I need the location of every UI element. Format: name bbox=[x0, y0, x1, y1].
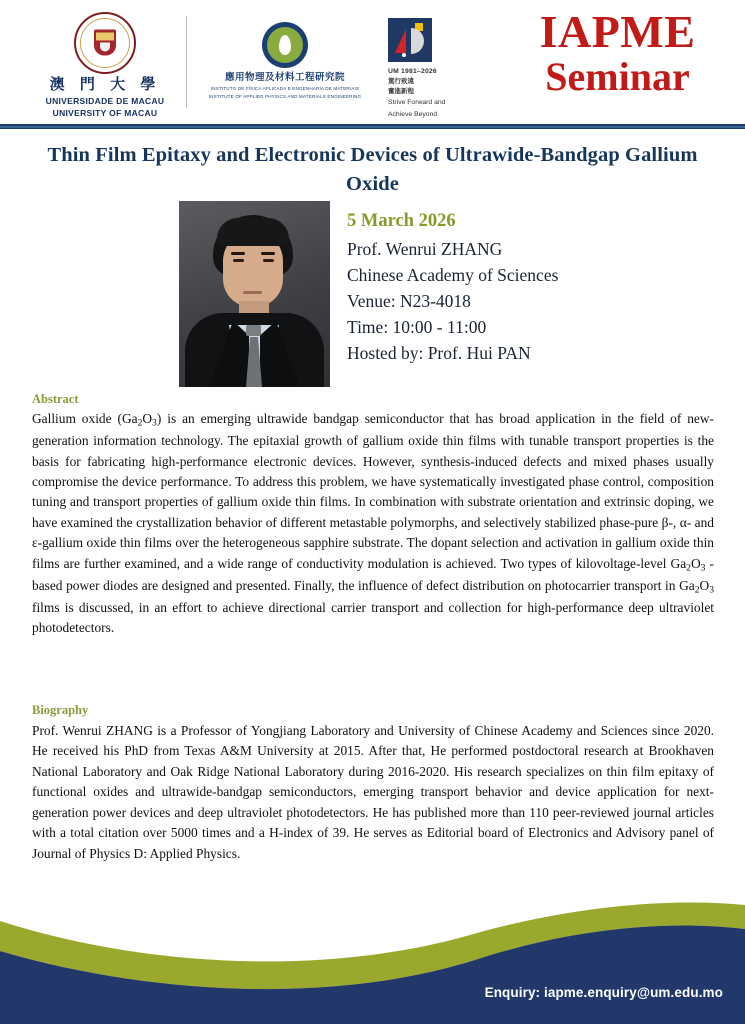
seminar-date: 5 March 2026 bbox=[347, 211, 456, 231]
seminar-host: Hosted by: Prof. Hui PAN bbox=[347, 342, 531, 363]
wordmark-line-seminar: Seminar bbox=[545, 54, 690, 100]
um-crest-icon bbox=[74, 12, 136, 74]
anniversary-years: UM 1981–2026 bbox=[388, 68, 437, 75]
poster-header bbox=[0, 0, 745, 126]
iapme-logo-english: INSTITUTE OF APPLIED PHYSICS AND MATERIALS ENGINEERING bbox=[208, 94, 362, 100]
um-logo-portuguese: UNIVERSIDADE DE MACAU bbox=[45, 95, 165, 106]
university-of-macau-logo bbox=[30, 12, 180, 119]
seminar-time: Time: 10:00 - 11:00 bbox=[347, 317, 487, 338]
um-anniversary-logo bbox=[388, 18, 498, 120]
anniversary-slogan-en-1: Strive Forward and bbox=[388, 99, 446, 107]
abstract-heading: Abstract bbox=[32, 392, 79, 406]
seminar-venue: Venue: N23-4018 bbox=[347, 291, 471, 312]
abstract-text: Gallium oxide $(Ga_2O_3)$ is an emerging ultrawide bandgap semiconductor that has broad application in the field of new-generation information technology. The epitaxial growth of gallium oxide thin films with tunable transport properties is the basis for fabricating high-performance electronic devices. However, synthesis-induced defects and mixed phases usually compromise the device performance. To address this problem, we have systematically investigated phase control, composition tuning and transport properties of gallium oxide thin films. In combination with substrate orientation and extrinsic doping, we have examined the crystallization behavior of different metastable polymorphs, and selectively stabilized phase-pure β-, α- and ε-gallium oxide thin films over the heterogeneous sapphire substrate. The dopant selection and activation in gallium oxide thin films are further examined, and a wide range of conductivity modulation is achieved. Two types of kilovoltage-level $Ga_2O_3$ -based power diodes are designed and presented. Finally, the influence of defect distribution on photocarrier transport in $Ga_2O_3$ films is discussed, in an effort to achieve directional carrier transport and collection for high-performance deep ultraviolet photodetectors. bbox=[32, 411, 714, 636]
biography-heading: Biography bbox=[32, 703, 89, 717]
anniversary-slogan-cn-1: 篤行致遠 bbox=[388, 77, 414, 86]
poster-footer bbox=[0, 889, 745, 1024]
enquiry-email[interactable]: Enquiry: iapme.enquiry@um.edu.mo bbox=[484, 985, 723, 1000]
wordmark-line-iapme: IAPME bbox=[539, 6, 696, 57]
footer-wave-graphic bbox=[0, 889, 745, 1024]
header-rule-accent bbox=[0, 126, 745, 128]
header-divider bbox=[186, 16, 187, 108]
um-logo-english: UNIVERSITY OF MACAU bbox=[52, 107, 158, 118]
iapme-logo-chinese: 應用物理及材料工程研究院 bbox=[224, 72, 345, 83]
um-logo-chinese: 澳 門 大 學 bbox=[49, 75, 161, 93]
biography-text: Prof. Wenrui ZHANG is a Professor of Yongjiang Laboratory and University of Chinese Academy and Sciences since 2020. He received his PhD from Texas A&M University at 2015. After that, He performed postdoctoral research at Brookhaven National Laboratory and Oak Ridge National Laboratory during 2016-2020. His research specializes on thin film epitaxy of functional oxides and ultrawide-bandgap semiconductors, emerging transport behavior and device application for next-generation power devices and deep ultraviolet photodetectors. He has published more than 110 peer-reviewed journal articles with a total citation over 5000 times and a H-index of 39. He serves as Editorial board of Electronics and Advisory panel of Journal of Physics D: Applied Physics. bbox=[32, 723, 714, 861]
iapme-seal-icon bbox=[262, 22, 308, 68]
anniversary-slogan-en-2: Achieve Beyond bbox=[388, 110, 438, 118]
seminar-details bbox=[347, 208, 727, 367]
speaker-portrait bbox=[179, 201, 330, 387]
speaker-affiliation: Chinese Academy of Sciences bbox=[347, 265, 559, 286]
iapme-logo-portuguese: INSTITUTO DE FÍSICA APLICADA E ENGENHARIA DE MATERIAIS bbox=[210, 86, 360, 92]
iapme-seminar-wordmark bbox=[500, 8, 735, 98]
iapme-institute-logo bbox=[200, 22, 370, 101]
speaker-name: Prof. Wenrui ZHANG bbox=[347, 239, 503, 260]
anniversary-slogan-cn-2: 奮進新程 bbox=[388, 86, 414, 95]
anniversary-mark-icon bbox=[388, 18, 432, 62]
page-title: Thin Film Epitaxy and Electronic Devices of Ultrawide-Bandgap Gallium Oxide bbox=[47, 144, 698, 196]
